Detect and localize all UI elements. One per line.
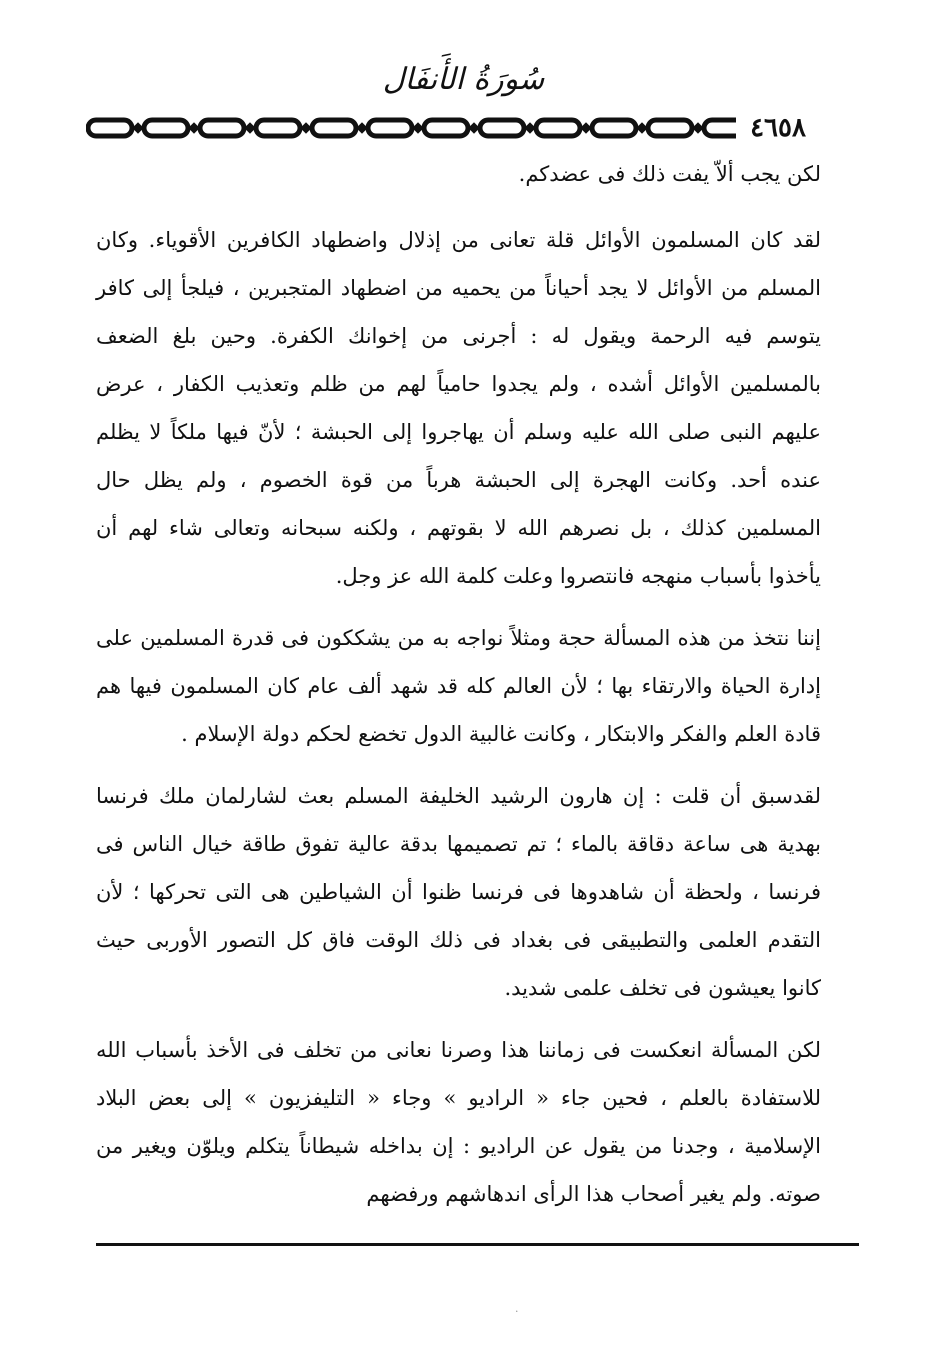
chain-link bbox=[144, 120, 188, 136]
chain-link bbox=[256, 120, 300, 136]
body-text bbox=[96, 150, 821, 1232]
surah-title: سُورَةُ الأَنفَال bbox=[382, 62, 545, 97]
chain-link bbox=[536, 120, 580, 136]
paragraph-4: لقدسبق أن قلت : إن هارون الرشيد الخليفة المسلم بعث لشارلمان ملك فرنسا بهدية هى ساعة دقاقة بالماء ؛ تم تصميمها بدقة عالية تفوق طاقة خيال الناس فى فرنسا ، ولحظة أن شاهدوها فى فرنسا ظنوا أن الشياطين هى التى تحركها ؛ لأن التقدم العلمى والتطبيقى فى بغداد فى ذلك الوقت فاق كل التصور الأوربى حيث كانوا يعيشون فى تخلف علمى شديد. bbox=[96, 784, 821, 1000]
chain-link bbox=[368, 120, 412, 136]
paragraph-1: لكن يجب ألاّ يفت ذلك فى عضدكم. bbox=[518, 162, 821, 186]
chain-link bbox=[648, 120, 692, 136]
page-number: ٤٦٥٨ bbox=[736, 112, 820, 144]
bottom-rule bbox=[96, 1243, 859, 1246]
chain-link bbox=[312, 120, 356, 136]
paragraph-3: إننا نتخذ من هذه المسألة حجة ومثلاً نواجه به من يشككون فى قدرة المسلمين على إدارة الحياة والارتقاء بها ؛ لأن العالم كله قد شهد ألف عام كان المسلمون فيها هم قادة العلم والفكر والابتكار ، وكانت غالبية الدول تخضع لحكم دولة الإسلام . bbox=[96, 626, 821, 746]
chain-link bbox=[480, 120, 524, 136]
scan-speck: · bbox=[515, 1305, 519, 1318]
chain-link bbox=[592, 120, 636, 136]
chain-link bbox=[88, 120, 132, 136]
paragraph-5: لكن المسألة انعكست فى زماننا هذا وصرنا نعانى من تخلف فى الأخذ بأسباب الله للاستفادة بالعلم ، فحين جاء « الراديو » وجاء « التليفزيون » إلى بعض البلاد الإسلامية ، وجدنا من يقول عن الراديو : إن بداخله شيطاناً يتكلم ويلوّن ويغير من صوته. ولم يغير أصحاب هذا الرأى اندهاشهم ورفضهم bbox=[96, 1038, 821, 1206]
chain-link bbox=[424, 120, 468, 136]
chain-link bbox=[200, 120, 244, 136]
paragraph-2: لقد كان المسلمون الأوائل قلة تعانى من إذلال واضطهاد الكافرين الأقوياء. وكان المسلم من الأوائل لا يجد أحياناً من يحميه من اضطهاد المتجبرين ، فيلجأ إلى كافر يتوسم فيه الرحمة ويقول له : أجرنى من إخوانك الكفرة. وحين بلغ الضعف بالمسلمين الأوائل أشده ، ولم يجدوا حامياً لهم من ظلم وتعذيب الكفار ، عرض عليهم النبى صلى الله عليه وسلم أن يهاجروا إلى الحبشة ؛ لأنّ فيها ملكاً لا يظلم عنده أحد. وكانت الهجرة إلى الحبشة هرباً من قوة الخصوم ، ولم يظل حال المسلمين كذلك ، بل نصرهم الله لا بقوتهم ، ولكنه سبحانه وتعالى شاء لهم أن يأخذوا بأسباب منهجه فانتصروا وعلت كلمة الله عز وجل. bbox=[96, 228, 821, 588]
